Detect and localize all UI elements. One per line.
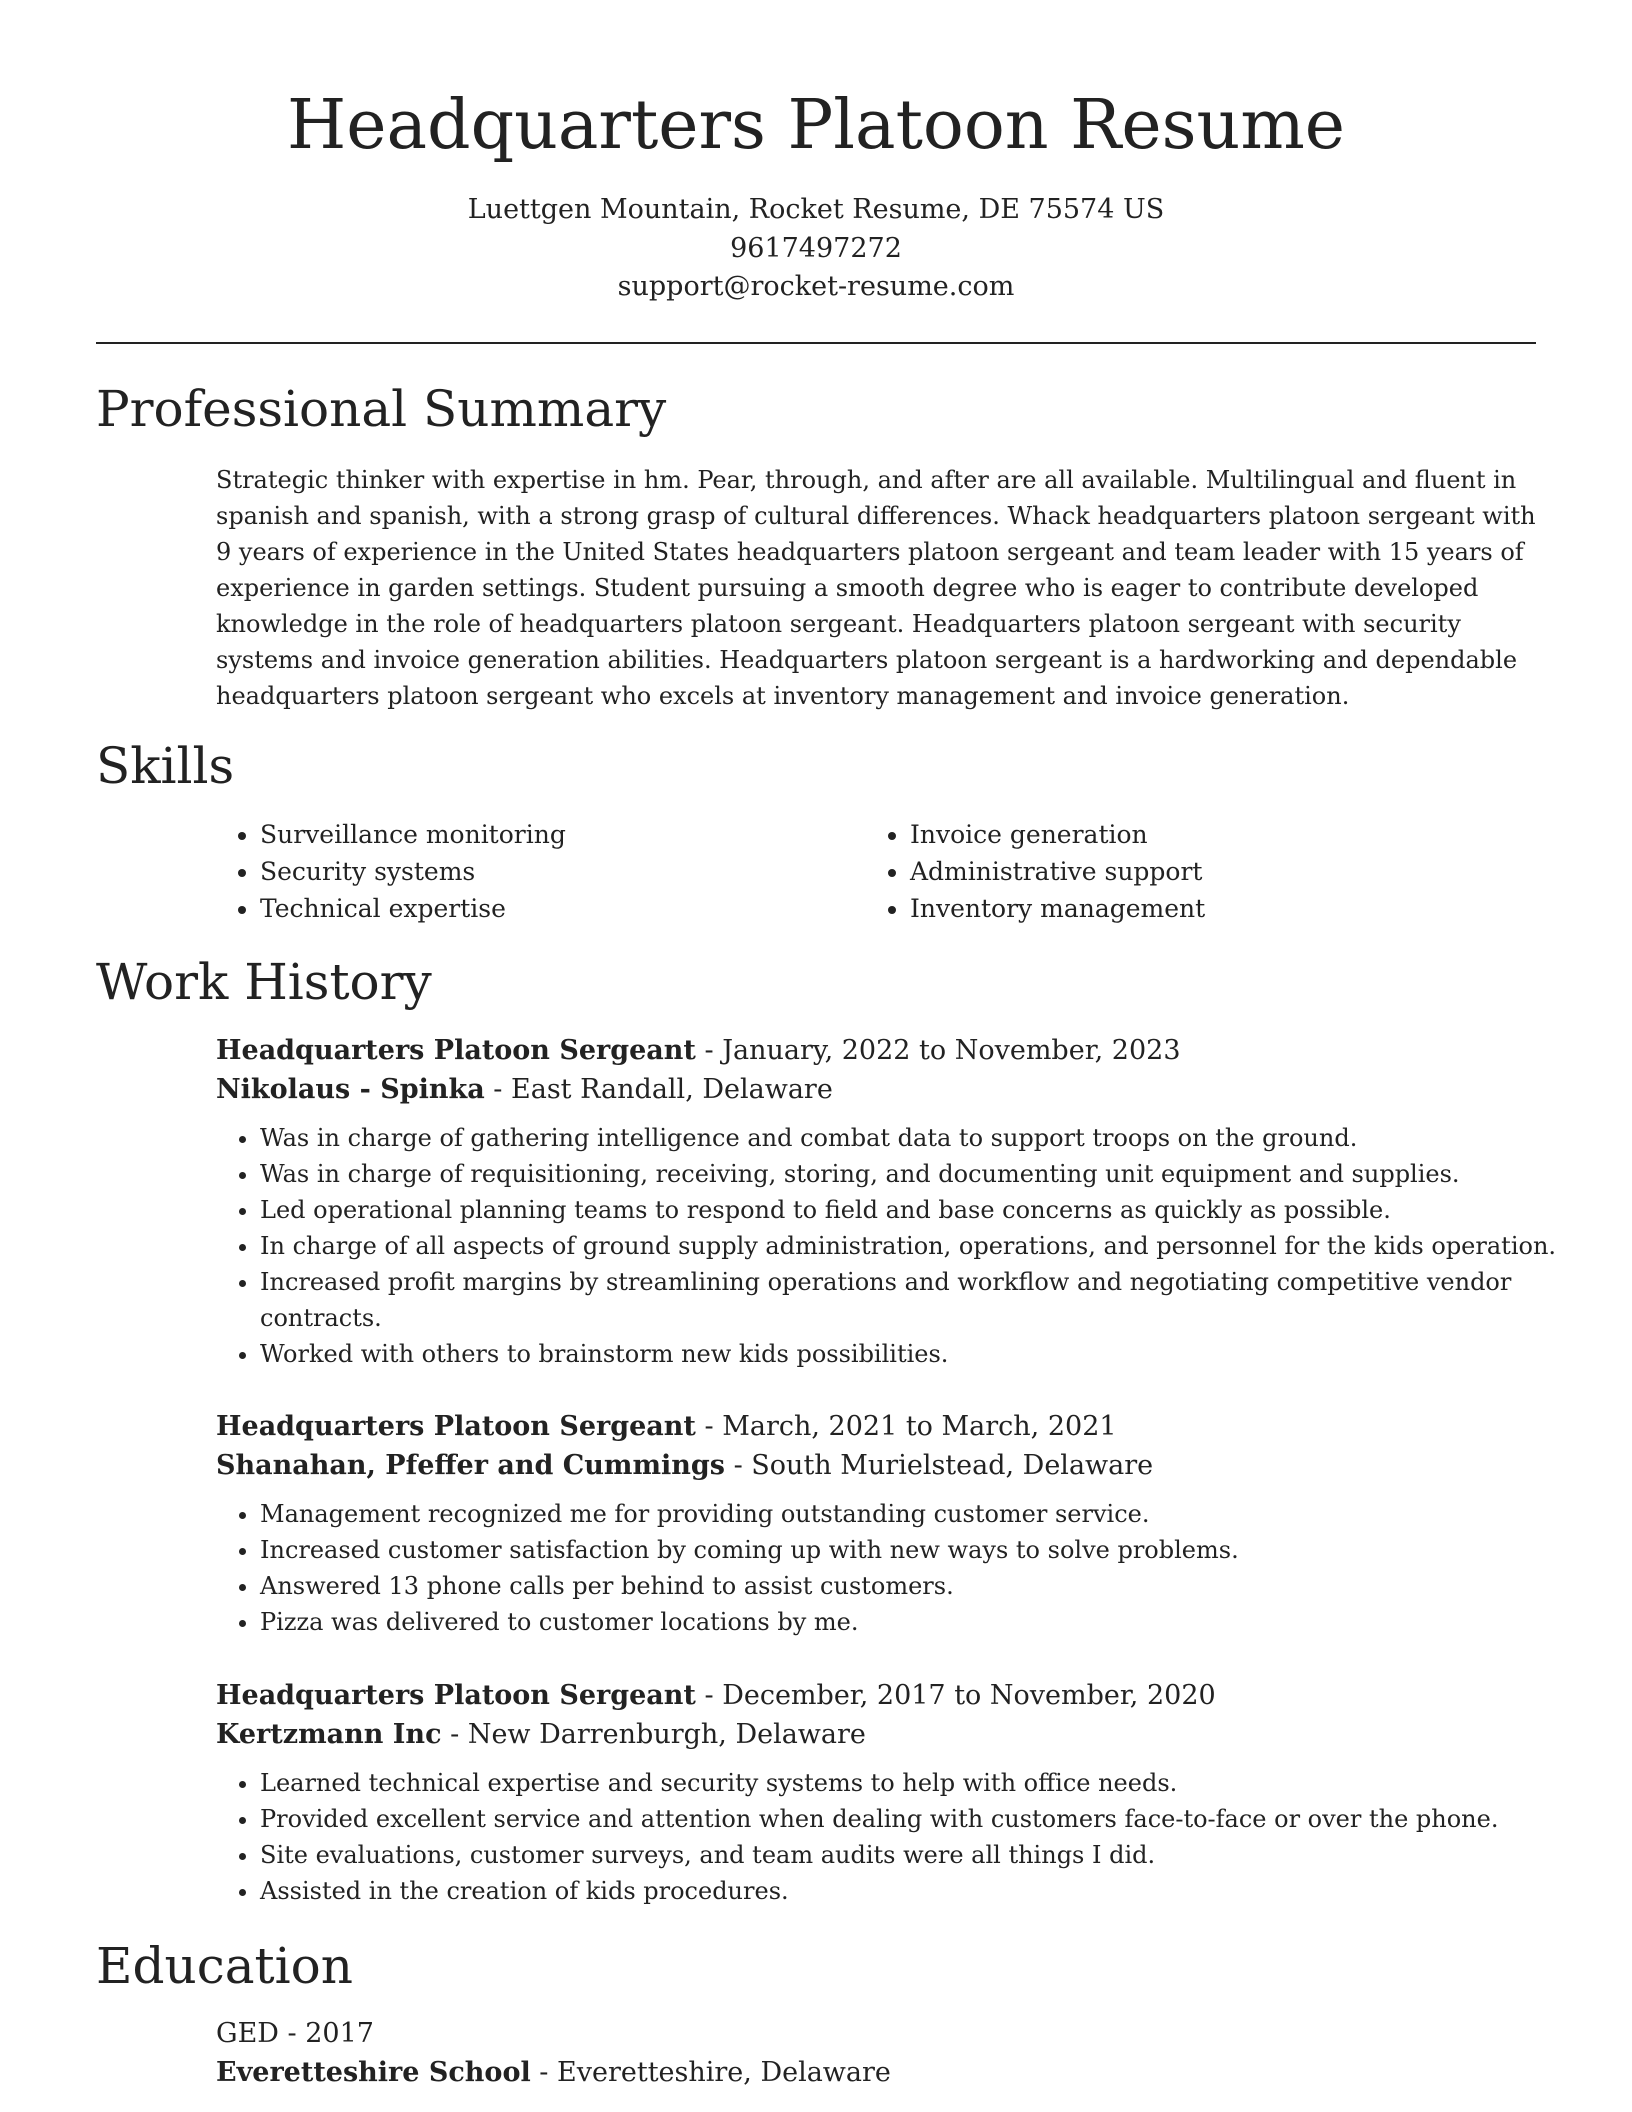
work-history-heading: Work History <box>96 953 432 1011</box>
contact-address: Luettgen Mountain, Rocket Resume, DE 75574 US <box>467 194 1165 225</box>
job-duties <box>216 1496 1580 1640</box>
duty-item: • Led operational planning teams to respond to field and base concerns as quickly as possible. <box>260 1192 1580 1228</box>
duty-item: • Assisted in the creation of kids procedures. <box>260 1873 1580 1909</box>
job-title-line <box>216 1408 1536 1446</box>
job-title-line <box>216 1677 1536 1715</box>
skill-item: • Administrative support <box>910 853 1550 890</box>
job-duties <box>216 1120 1580 1372</box>
job-company: Kertzmann Inc <box>216 1719 442 1750</box>
job-dates: March, 2021 to March, 2021 <box>722 1411 1117 1442</box>
separator: - <box>441 1719 468 1750</box>
job-location: New Darrenburgh, Delaware <box>467 1719 866 1750</box>
header-divider <box>96 342 1536 344</box>
job-duties <box>216 1765 1580 1909</box>
job-location: South Murielstead, Delaware <box>751 1450 1154 1481</box>
job-company: Nikolaus - Spinka <box>216 1074 485 1105</box>
education-year: 2017 <box>305 2018 374 2049</box>
separator: - <box>695 1035 723 1066</box>
skill-item: • Security systems <box>260 853 900 890</box>
duty-item: • In charge of all aspects of ground supply administration, operations, and personnel for the kids operation. <box>260 1228 1580 1264</box>
resume-title: Headquarters Platoon Resume <box>286 86 1346 165</box>
separator: - <box>278 2018 306 2049</box>
job-title: Headquarters Platoon Sergeant <box>216 1411 696 1442</box>
duty-item: • Increased profit margins by streamlining operations and workflow and negotiating competitive vendor contracts. <box>260 1264 1580 1336</box>
duty-item: • Management recognized me for providing outstanding customer service. <box>260 1496 1580 1532</box>
duty-item: • Was in charge of requisitioning, receiving, storing, and documenting unit equipment and supplies. <box>260 1156 1580 1192</box>
education-heading: Education <box>96 1937 353 1995</box>
skills-heading: Skills <box>96 737 235 795</box>
education-degree-line <box>216 2015 1536 2053</box>
duty-item: • Pizza was delivered to customer locations by me. <box>260 1604 1580 1640</box>
job-title: Headquarters Platoon Sergeant <box>216 1680 696 1711</box>
job-company-line <box>216 1447 1536 1485</box>
job-dates: December, 2017 to November, 2020 <box>722 1680 1216 1711</box>
job-title: Headquarters Platoon Sergeant <box>216 1035 696 1066</box>
skills-list-right <box>866 816 1550 927</box>
duty-item: • Increased customer satisfaction by coming up with new ways to solve problems. <box>260 1532 1580 1568</box>
summary-heading: Professional Summary <box>96 380 667 438</box>
job-title-line <box>216 1032 1536 1070</box>
education-school-line <box>216 2054 1536 2092</box>
skill-item: • Technical expertise <box>260 890 900 927</box>
separator: - <box>695 1411 723 1442</box>
skill-item: • Surveillance monitoring <box>260 816 900 853</box>
duty-item: • Provided excellent service and attention when dealing with customers face-to-face or over the phone. <box>260 1801 1580 1837</box>
skill-item: • Inventory management <box>910 890 1550 927</box>
duty-item: • Answered 13 phone calls per behind to assist customers. <box>260 1568 1580 1604</box>
job-company-line <box>216 1716 1536 1754</box>
job-company: Shanahan, Pfeffer and Cummings <box>216 1450 725 1481</box>
duty-item: • Was in charge of gathering intelligence and combat data to support troops on the ground. <box>260 1120 1580 1156</box>
separator: - <box>484 1074 512 1105</box>
education-degree: GED <box>216 2018 279 2049</box>
separator: - <box>530 2057 558 2088</box>
separator: - <box>725 1450 752 1481</box>
job-location: East Randall, Delaware <box>511 1074 833 1105</box>
skill-item: • Invoice generation <box>910 816 1550 853</box>
job-company-line <box>216 1071 1536 1109</box>
duty-item: • Site evaluations, customer surveys, and team audits were all things I did. <box>260 1837 1580 1873</box>
separator: - <box>695 1680 723 1711</box>
education-school: Everetteshire School <box>216 2057 531 2088</box>
job-dates: January, 2022 to November, 2023 <box>722 1035 1181 1066</box>
duty-item: • Learned technical expertise and security systems to help with office needs. <box>260 1765 1580 1801</box>
contact-email: support@rocket-resume.com <box>617 271 1015 302</box>
duty-item: • Worked with others to brainstorm new kids possibilities. <box>260 1336 1580 1372</box>
summary-text: Strategic thinker with expertise in hm. Pear, through, and after are all available. Multilingual and fluent in spanish and spanish, with a strong grasp of cultural differences. Whack headquarters platoon sergeant with 9 years of experience in the United States headquarters platoon sergeant and team leader with 15 years of experience in garden settings. Student pursuing a smooth degree who is eager to contribute developed knowledge in the role of headquarters platoon sergeant. Headquarters platoon sergeant with security systems and invoice generation abilities. Headquarters platoon sergeant is a hardworking and dependable headquarters platoon sergeant who excels at inventory management and invoice generation. <box>216 466 1536 710</box>
contact-phone: 9617497272 <box>730 233 902 264</box>
education-location: Everetteshire, Delaware <box>557 2057 891 2088</box>
skills-list-left <box>216 816 900 927</box>
